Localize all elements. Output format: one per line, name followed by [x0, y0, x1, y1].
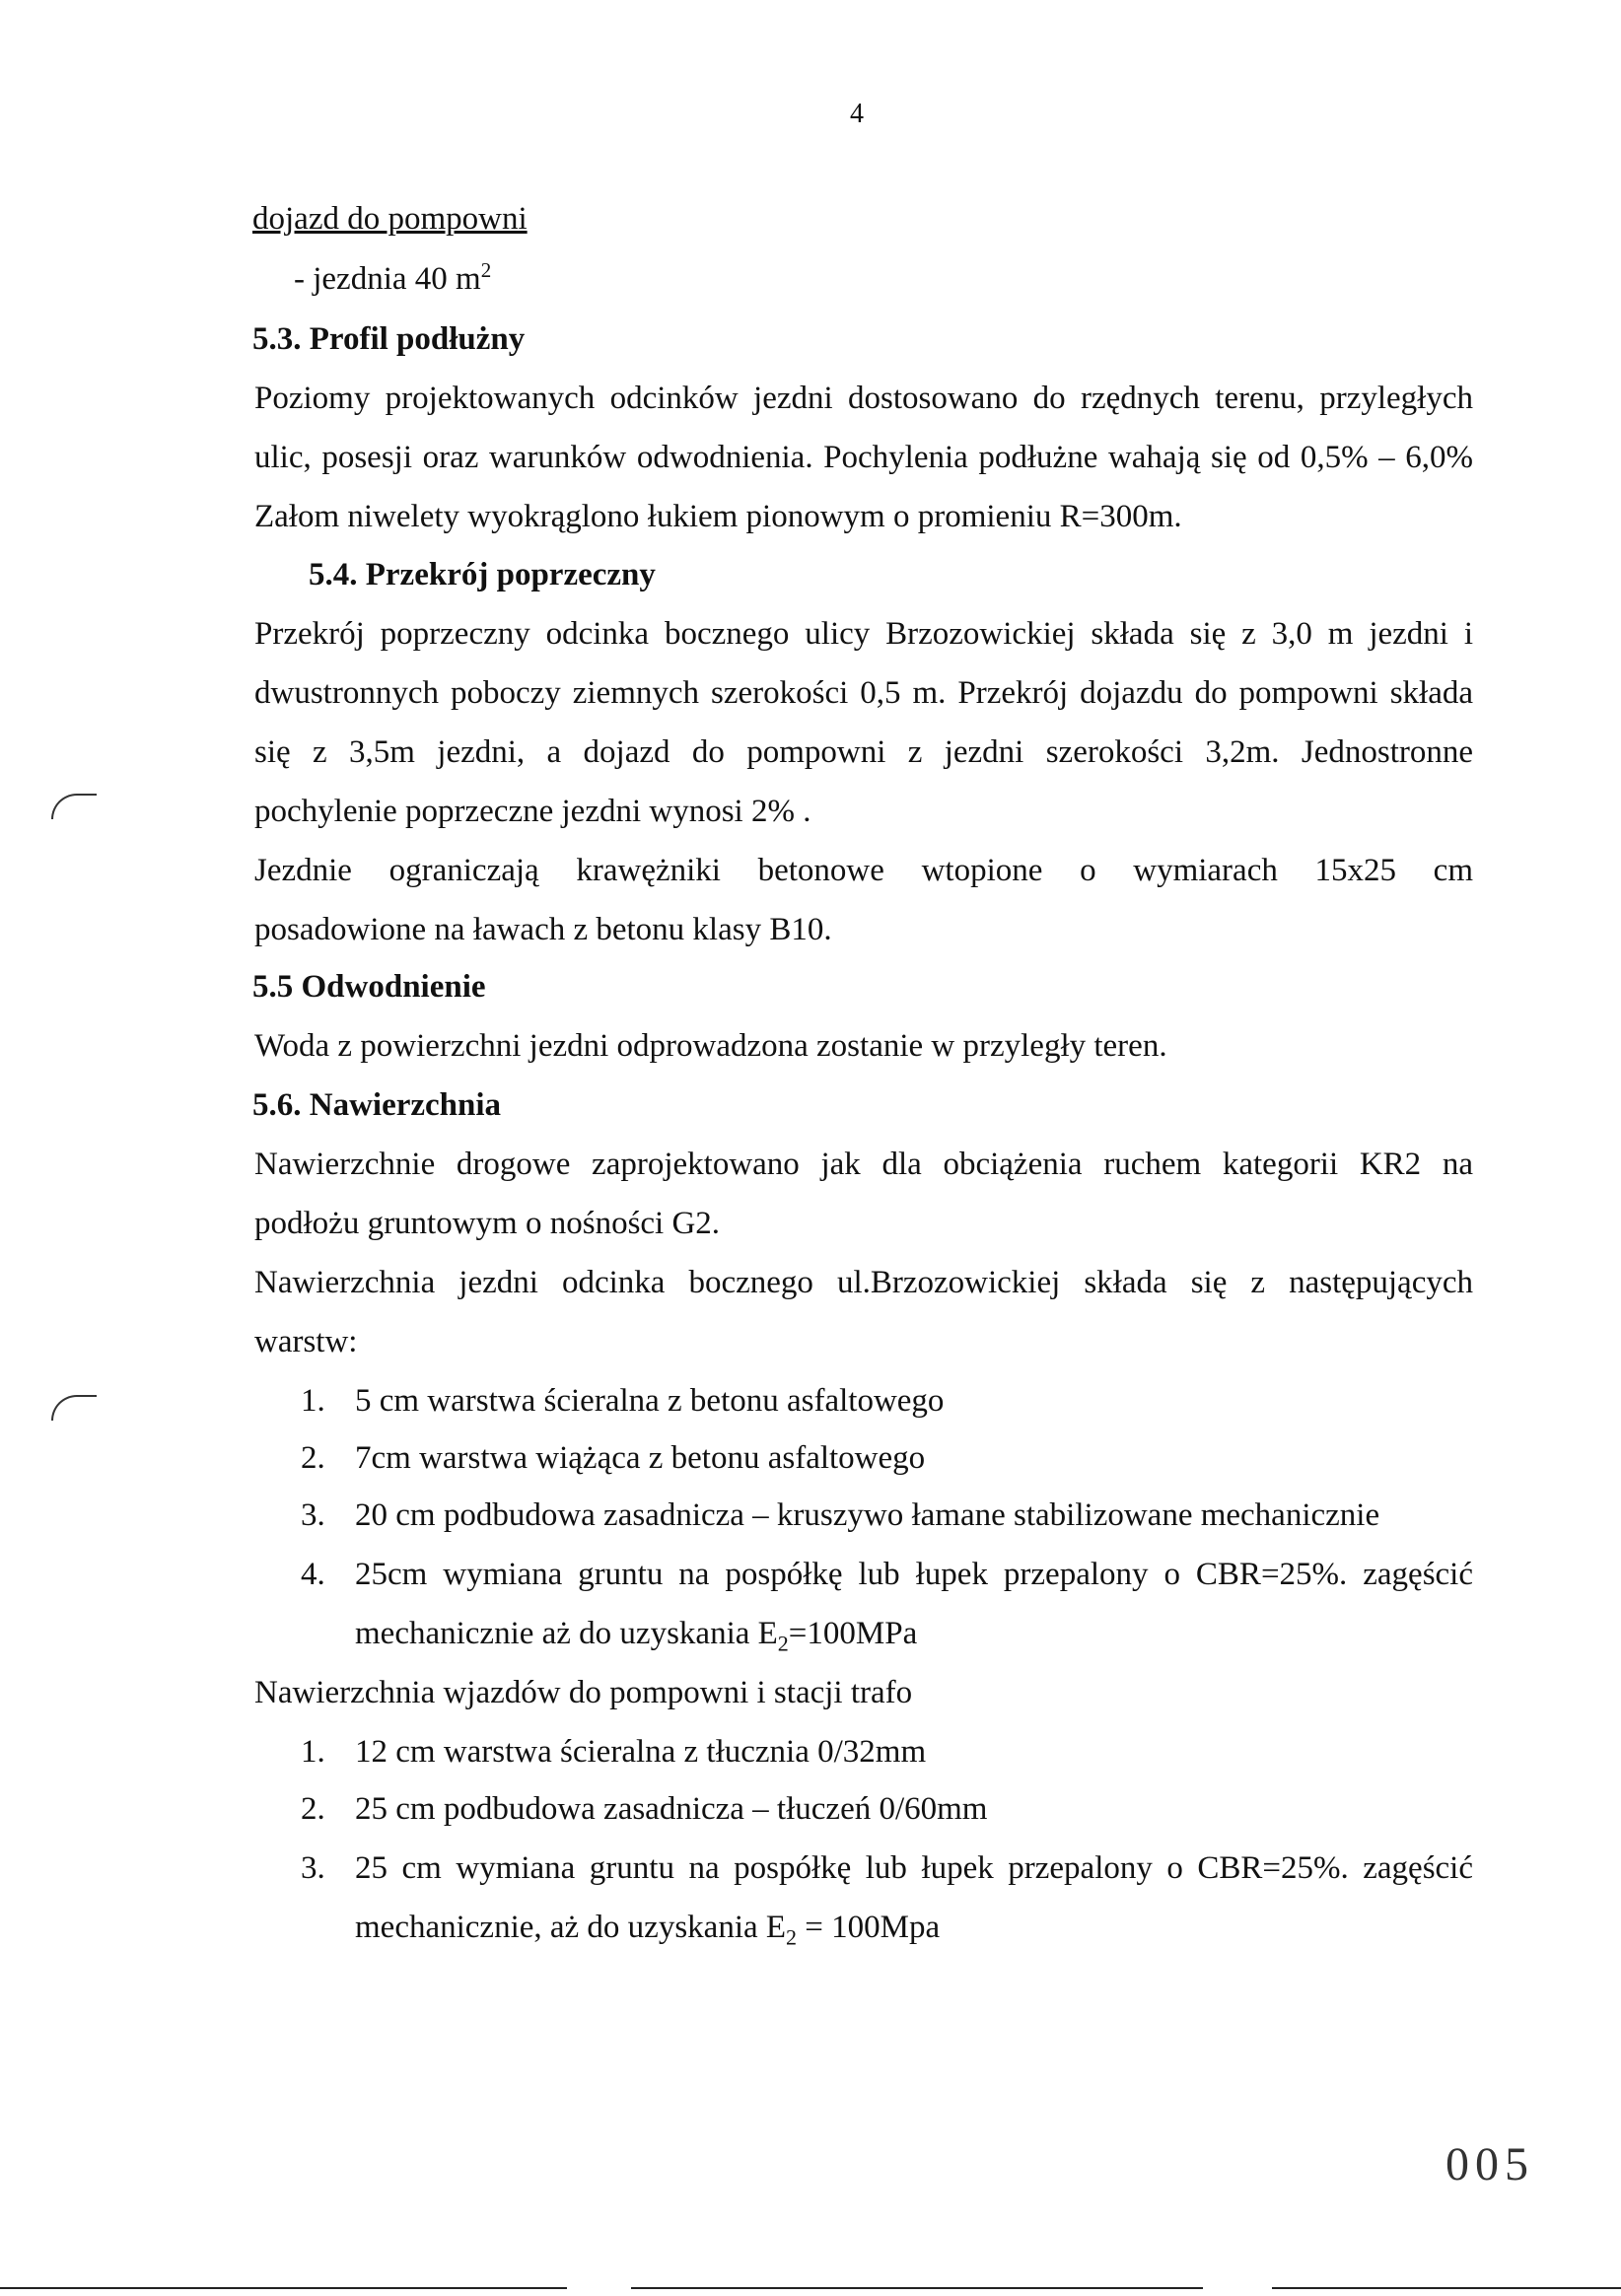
page-number: 4: [850, 99, 864, 129]
list-number: 1.: [301, 1383, 325, 1419]
heading-5-3: 5.3. Profil podłużny: [252, 321, 526, 357]
continuation-text: =100MPa: [788, 1616, 918, 1651]
paragraph-line: się z 3,5m jezdni, a dojazd do pompowni z jezdni szerokości 3,2m. Jednostronne: [254, 734, 1473, 770]
list-item: 25 cm wymiana gruntu na pospółkę lub łupek przepalony o CBR=25%. zagęścić: [355, 1850, 1473, 1886]
paragraph-line: dwustronnych poboczy ziemnych szerokości 0,5 m. Przekrój dojazdu do pompowni składa: [254, 675, 1473, 711]
page-stamp: 005: [1445, 2138, 1534, 2191]
continuation-text: mechanicznie, aż do uzyskania E: [355, 1910, 787, 1945]
area-text: - jezdnia 40 m: [294, 261, 481, 297]
margin-mark: [51, 1395, 97, 1421]
list-number: 4.: [301, 1557, 325, 1592]
heading-5-5: 5.5 Odwodnienie: [252, 969, 486, 1005]
continuation-text: = 100Mpa: [797, 1910, 941, 1945]
heading-5-6: 5.6. Nawierzchnia: [252, 1087, 502, 1123]
list-item: 12 cm warstwa ścieralna z tłucznia 0/32mm: [355, 1734, 927, 1770]
paragraph-line: Nawierzchnia wjazdów do pompowni i stacji trafo: [254, 1675, 913, 1710]
list-number: 2.: [301, 1440, 325, 1476]
list-number: 3.: [301, 1497, 325, 1533]
subscript: 2: [786, 1924, 798, 1950]
paragraph-line: Jezdnie ograniczają krawężniki betonowe wtopione o wymiarach 15x25 cm: [254, 853, 1473, 888]
bottom-rule: [0, 2287, 567, 2289]
paragraph-line: pochylenie poprzeczne jezdni wynosi 2% .: [254, 794, 811, 829]
list-number: 2.: [301, 1791, 325, 1827]
paragraph-line: Przekrój poprzeczny odcinka bocznego ulicy Brzozowickiej składa się z 3,0 m jezdni i: [254, 616, 1473, 652]
list-item: 20 cm podbudowa zasadnicza – kruszywo łamane stabilizowane mechanicznie: [355, 1497, 1380, 1533]
list-item: 25 cm podbudowa zasadnicza – tłuczeń 0/60mm: [355, 1791, 988, 1827]
continuation-text: mechanicznie aż do uzyskania E: [355, 1616, 778, 1651]
list-item: 25cm wymiana gruntu na pospółkę lub łupek przepalony o CBR=25%. zagęścić: [355, 1557, 1473, 1592]
paragraph-line: Nawierzchnia jezdni odcinka bocznego ul.Brzozowickiej składa się z następujących: [254, 1265, 1473, 1300]
paragraph-line: Poziomy projektowanych odcinków jezdni dostosowano do rzędnych terenu, przyległych: [254, 381, 1473, 416]
paragraph-line: Załom niwelety wyokrąglono łukiem pionowym o promieniu R=300m.: [254, 499, 1182, 534]
bottom-rule: [1272, 2287, 1621, 2289]
heading-5-4: 5.4. Przekrój poprzeczny: [309, 557, 656, 592]
section-subtitle: dojazd do pompowni: [252, 201, 528, 237]
paragraph-line: warstw:: [254, 1324, 358, 1359]
list-item: 5 cm warstwa ścieralna z betonu asfaltowego: [355, 1383, 945, 1419]
list-item-continuation: [355, 1910, 940, 1951]
subscript: 2: [777, 1631, 789, 1656]
list-item: 7cm warstwa wiążąca z betonu asfaltowego: [355, 1440, 926, 1476]
list-item-continuation: [355, 1616, 917, 1657]
paragraph-line: ulic, posesji oraz warunków odwodnienia. Pochylenia podłużne wahają się od 0,5% – 6,0%: [254, 440, 1473, 475]
margin-mark: [51, 794, 97, 819]
paragraph-line: Nawierzchnie drogowe zaprojektowano jak dla obciążenia ruchem kategorii KR2 na: [254, 1147, 1473, 1182]
list-number: 1.: [301, 1734, 325, 1770]
area-superscript: 2: [480, 258, 492, 282]
list-number: 3.: [301, 1850, 325, 1886]
paragraph-line: podłożu gruntowym o nośności G2.: [254, 1206, 721, 1241]
area-line: [294, 258, 491, 298]
paragraph-line: posadowione na ławach z betonu klasy B10.: [254, 912, 832, 947]
bottom-rule: [631, 2287, 1203, 2289]
paragraph-line: Woda z powierzchni jezdni odprowadzona zostanie w przyległy teren.: [254, 1028, 1167, 1064]
